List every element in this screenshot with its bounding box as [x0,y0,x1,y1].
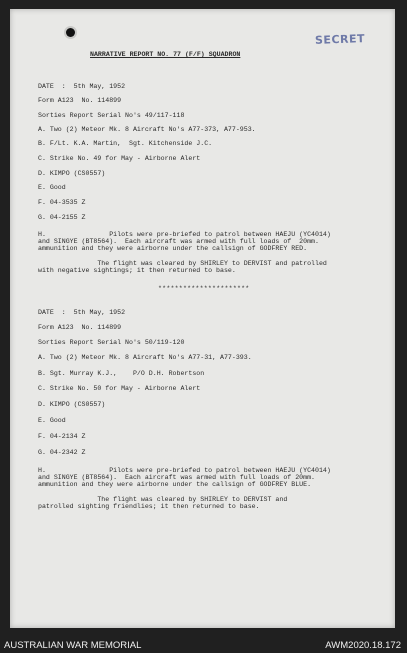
footer-credit: AUSTRALIAN WAR MEMORIAL [4,640,142,651]
document-page [10,9,395,628]
report2-serial: Sorties Report Serial No's 50/119-120 [38,339,185,346]
report2-item-c: C. Strike No. 50 for May - Airborne Alert [38,385,201,392]
report2-item-a: A. Two (2) Meteor Mk. 8 Aircraft No's A77-31, A77-393. [38,354,252,361]
report2-form: Form A123 No. 114899 [38,324,122,331]
report2-narrative-line: H. Pilots were pre-briefed to patrol between HAEJU (YC4014) [38,467,331,474]
report1-date: DATE : 5th May, 1952 [38,83,126,90]
report1-item-b: B. F/Lt. K.A. Martin, Sgt. Kitchenside J.C. [38,140,213,147]
report2-item-f: F. 04-2134 Z [38,433,86,440]
report1-narrative-line: ammunition and they were airborne under the callsign of GODFREY RED. [38,245,308,252]
report1-item-g: G. 04-2155 Z [38,214,86,221]
report1-item-e: E. Good [38,184,66,191]
report1-item-d: D. KIMPO (CS0557) [38,170,106,177]
report2-narrative-line: The flight was cleared by SHIRLEY to DERVIST and [38,496,288,503]
report1-item-a: A. Two (2) Meteor Mk. 8 Aircraft No's A77-373, A77-953. [38,126,256,133]
report1-narrative-line: The flight was cleared by SHIRLEY to DERVIST and patrolled [38,260,327,267]
report1-narrative-line: and SINGYE (BT8564). Each aircraft was armed with full loads of 20mm. [38,238,319,245]
report2-item-d: D. KIMPO (CS0557) [38,401,106,408]
report1-item-c: C. Strike No. 49 for May - Airborne Alert [38,155,201,162]
report2-narrative-line: and SINGYE (BT8564). Each aircraft was armed with full loads of 20mm. [38,474,315,481]
report1-serial: Sorties Report Serial No's 49/117-118 [38,112,185,119]
section-separator: ********************** [158,285,250,292]
report2-item-b: B. Sgt. Murray K.J., P/O D.H. Robertson [38,370,205,377]
report1-item-f: F. 04-3535 Z [38,199,86,206]
footer-bar [0,638,407,653]
footer-accession-id: AWM2020.18.172 [325,640,401,651]
report2-item-e: E. Good [38,417,66,424]
report1-form: Form A123 No. 114899 [38,97,122,104]
report2-narrative-line: ammunition and they were airborne under the callsign of GODFREY BLUE. [38,481,312,488]
report1-narrative-line: H. Pilots were pre-briefed to patrol between HAEJU (YC4014) [38,231,331,238]
report2-item-g: G. 04-2342 Z [38,449,86,456]
report2-date: DATE : 5th May, 1952 [38,309,126,316]
report2-narrative-line: patrolled sighting friendlies; it then returned to base. [38,503,260,510]
secret-stamp: SECRET [314,32,366,47]
report1-narrative-line: with negative sightings; it then returned to base. [38,267,236,274]
punch-hole [66,28,75,37]
report-title: NARRATIVE REPORT NO. 77 (F/F) SQUADRON [90,51,241,58]
